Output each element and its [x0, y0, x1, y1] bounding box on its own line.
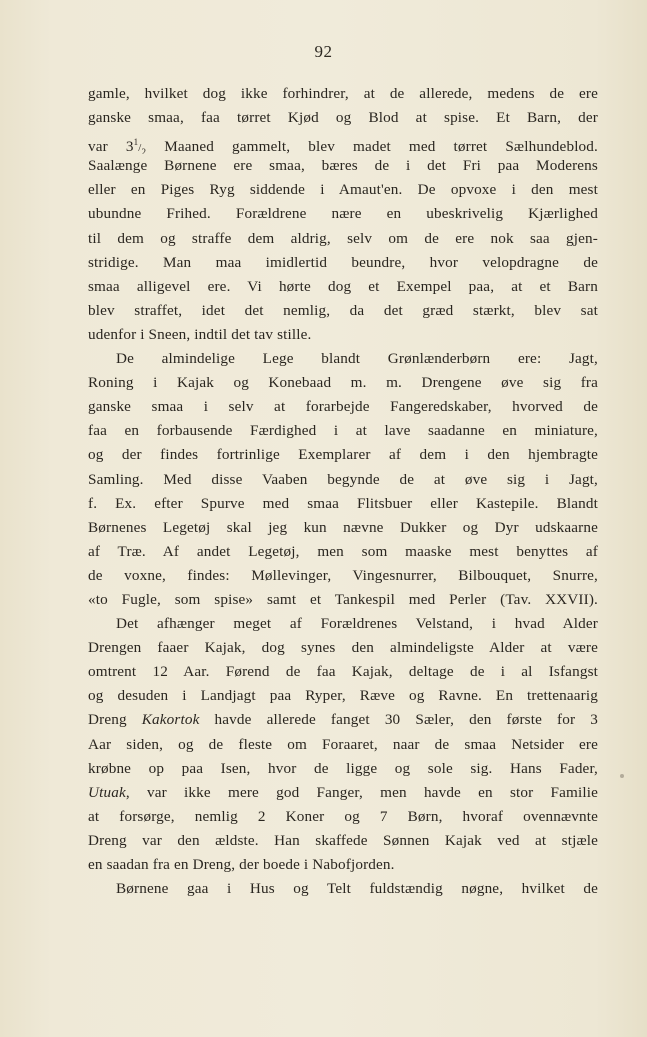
line-end: , var ikke mere god Fanger, men havde en stor Familie [125, 783, 598, 801]
line-start: var 3 [88, 138, 134, 155]
italic-name: Kakortok [141, 711, 200, 729]
text-line: De almindelige Lege blandt Grønlænderbørn ere: Jagt, [116, 350, 598, 368]
text-line: faa en forbausende Færdighed i at lave saadanne en miniature, [88, 422, 598, 440]
text-line: f. Ex. efter Spurve med smaa Flitsbuer eller Kastepile. Blandt [88, 494, 598, 512]
text-line: Drengen faaer Kajak, dog synes den almindeligste Alder at være [88, 639, 598, 657]
text-line: Børnenes Legetøj skal jeg kun nævne Dukker og Dyr udskaarne [88, 518, 598, 536]
text-line: Saalænge Børnene ere smaa, bæres de i det Fri paa Moderens [88, 157, 598, 175]
text-line: Det afhænger meget af Forældrenes Velstand, i hvad Alder [116, 615, 598, 633]
body-text [88, 82, 598, 901]
text-line: eller en Piges Ryg siddende i Amaut'en. De opvoxe i den mest [88, 181, 598, 199]
page-number: 92 [314, 42, 333, 61]
text-line: gamle, hvilket dog ikke forhindrer, at de allerede, medens de ere [88, 85, 598, 102]
text-line: ganske smaa i selv at forarbejde Fangeredskaber, hvorved de [88, 398, 598, 416]
line-end: Maaned gammelt, blev madet med tørret Sælhundeblod. [146, 138, 598, 155]
text-line: Dreng var den ældste. Han skaffede Sønnen Kajak ved at stjæle [88, 831, 598, 849]
text-line: udenfor i Sneen, indtil det tav stille. [88, 325, 312, 343]
text-line: omtrent 12 Aar. Førend de faa Kajak, deltage de i al Isfangst [88, 663, 598, 681]
text-line: Aar siden, og de fleste om Foraaret, naar de smaa Netsider ere [88, 735, 598, 753]
text-line: krøbne op paa Isen, hvor de ligge og sole sig. Hans Fader, [88, 759, 598, 777]
text-line: ubundne Frihed. Forældrene nære en ubeskrivelig Kjærlighed [88, 205, 598, 223]
fraction-numerator: 1 [133, 137, 139, 148]
text-line: og der findes fortrinlige Exemplarer af dem i den hjembragte [88, 446, 598, 464]
paper-speck [620, 774, 624, 778]
text-line: stridige. Man maa imidlertid beundre, hvor velopdragne de [88, 253, 598, 271]
text-line: Roning i Kajak og Konebaad m. m. Drengene øve sig fra [88, 374, 598, 392]
text-line: de voxne, findes: Møllevinger, Vingesnurrer, Bilbouquet, Snurre, [88, 566, 598, 584]
text-line-italic-name [88, 781, 598, 805]
fraction-slash: / [138, 142, 142, 155]
text-line: og desuden i Landjagt paa Ryper, Ræve og Ravne. En trettenaarig [88, 687, 598, 705]
text-line: ganske smaa, faa tørret Kjød og Blod at spise. Et Barn, der [88, 109, 598, 127]
text-line: Samling. Med disse Vaaben begynde de at øve sig i Jagt, [88, 470, 598, 488]
text-line: Børnene gaa i Hus og Telt fuldstændig nøgne, hvilket de [116, 880, 598, 898]
text-line: en saadan fra en Dreng, der boede i Nabofjorden. [88, 856, 395, 873]
text-line-fraction [88, 130, 598, 154]
text-line: at forsørge, nemlig 2 Koner og 7 Børn, hvoraf ovennævnte [88, 807, 598, 825]
italic-name: Utuak [88, 783, 126, 801]
fraction-denominator: 2 [141, 147, 147, 155]
line-end: havde allerede fanget 30 Sæler, den første for 3 [199, 711, 598, 729]
text-line: blev straffet, idet det nemlig, da det græd stærkt, blev sat [88, 301, 598, 319]
text-line-italic-name [88, 708, 598, 732]
text-line: af Træ. Af andet Legetøj, men som maaske mest benyttes af [88, 542, 598, 560]
text-line: «to Fugle, som spise» samt et Tankespil med Perler (Tav. XXVII). [88, 590, 598, 608]
text-line: smaa alligevel ere. Vi hørte dog et Exempel paa, at et Barn [88, 277, 598, 295]
line-start: Dreng [88, 711, 142, 729]
text-line: til dem og straffe dem aldrig, selv om de ere nok saa gjen- [88, 229, 598, 247]
